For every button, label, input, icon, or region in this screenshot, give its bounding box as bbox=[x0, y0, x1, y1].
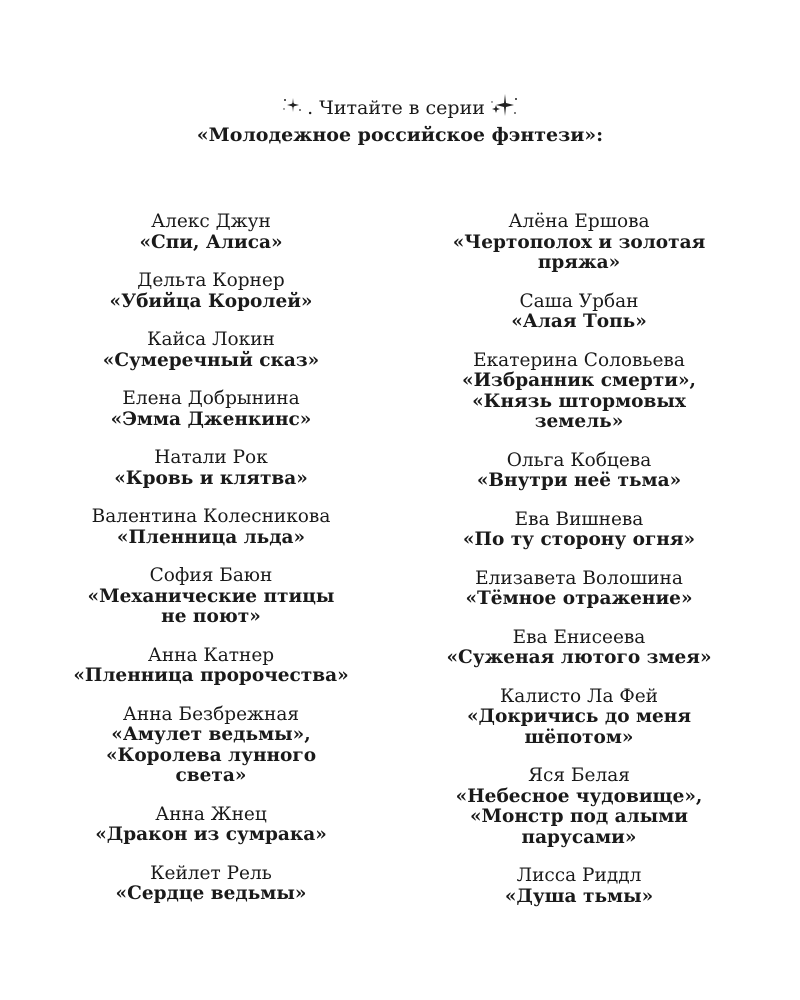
book-author: Калисто Ла Фей bbox=[499, 685, 659, 707]
book-author: Анна Катнер bbox=[147, 644, 275, 666]
book-author: Анна Жнец bbox=[155, 803, 267, 825]
book-title: «Пленница льда» bbox=[116, 526, 306, 548]
book-author: Алёна Ершова bbox=[508, 211, 650, 232]
sparkle-icon bbox=[281, 96, 303, 120]
book-title: «Докричись до меня шёпотом» bbox=[466, 706, 692, 748]
book-title: «Пленница пророчества» bbox=[73, 665, 349, 686]
book-title: «Избранник смерти», «Князь штормовых земель» bbox=[462, 370, 696, 432]
book-title: «Сумеречный сказ» bbox=[102, 349, 320, 371]
book-entry bbox=[414, 451, 744, 492]
book-entry bbox=[414, 212, 744, 274]
header-text-1: . Читайте в серии bbox=[307, 97, 485, 119]
book-author: Ева Вишнева bbox=[514, 508, 644, 530]
book-title: «Внутри неё тьма» bbox=[476, 470, 682, 491]
book-title: «Суженая лютого змея» bbox=[446, 647, 712, 668]
book-title: «Дракон из сумрака» bbox=[95, 824, 327, 845]
book-title: «Чертополох и золотая пряжа» bbox=[452, 231, 706, 273]
book-author: София Баюн bbox=[149, 565, 273, 586]
book-author: Елизавета Волошина bbox=[475, 567, 683, 589]
book-entry bbox=[414, 866, 744, 907]
book-entry bbox=[46, 271, 376, 312]
book-title: «Спи, Алиса» bbox=[139, 231, 283, 253]
book-title: «Сердце ведьмы» bbox=[115, 883, 307, 904]
book-title: «Тёмное отражение» bbox=[465, 588, 693, 609]
book-author: Ольга Кобцева bbox=[506, 449, 652, 471]
book-title: «Эмма Дженкинс» bbox=[110, 408, 312, 430]
book-author: Елена Добрынина bbox=[122, 388, 300, 409]
book-entry bbox=[46, 566, 376, 628]
book-entry bbox=[46, 448, 376, 489]
book-author: Екатерина Соловьева bbox=[473, 349, 685, 371]
book-author: Саша Урбан bbox=[519, 290, 639, 312]
book-title: «Небесное чудовище», «Монстр под алыми парусами» bbox=[455, 785, 703, 848]
right-book-column bbox=[414, 212, 744, 925]
book-entry bbox=[46, 389, 376, 430]
header-line-1 bbox=[281, 93, 519, 123]
book-entry bbox=[414, 351, 744, 433]
book-author: Натали Рок bbox=[154, 447, 268, 468]
book-title: «Убийца Королей» bbox=[109, 290, 313, 312]
book-entry bbox=[46, 212, 376, 253]
book-entry bbox=[414, 628, 744, 669]
book-entry bbox=[414, 766, 744, 848]
book-entry bbox=[414, 569, 744, 610]
book-entry bbox=[414, 687, 744, 749]
book-author: Алекс Джун bbox=[151, 211, 271, 232]
book-author: Кейлет Рель bbox=[150, 862, 272, 884]
book-author: Ева Енисеева bbox=[512, 626, 646, 648]
series-header bbox=[0, 93, 800, 147]
book-title: «По ту сторону огня» bbox=[462, 529, 696, 550]
book-author: Кайса Локин bbox=[147, 329, 275, 350]
book-author: Лисса Риддл bbox=[516, 865, 642, 886]
book-entry bbox=[414, 292, 744, 333]
book-entry bbox=[414, 510, 744, 551]
book-entry bbox=[46, 507, 376, 548]
book-title: «Душа тьмы» bbox=[504, 885, 654, 907]
book-author: Валентина Колесникова bbox=[91, 506, 331, 527]
book-entry bbox=[46, 646, 376, 687]
sparkle-icon bbox=[489, 93, 519, 123]
series-title: «Молодежное российское фэнтези»: bbox=[196, 124, 604, 146]
book-entry bbox=[46, 805, 376, 846]
book-entry bbox=[46, 864, 376, 905]
book-title: «Кровь и клятва» bbox=[114, 467, 308, 489]
book-title: «Алая Топь» bbox=[511, 311, 647, 332]
book-title: «Амулет ведьмы», «Королева лунного света» bbox=[105, 724, 317, 786]
book-author: Анна Безбрежная bbox=[122, 703, 300, 725]
book-entry bbox=[46, 705, 376, 787]
book-author: Яся Белая bbox=[528, 765, 630, 786]
book-entry bbox=[46, 330, 376, 371]
left-book-column bbox=[46, 212, 376, 923]
book-title: «Механические птицы не поют» bbox=[87, 585, 335, 627]
book-author: Дельта Корнер bbox=[137, 270, 285, 291]
